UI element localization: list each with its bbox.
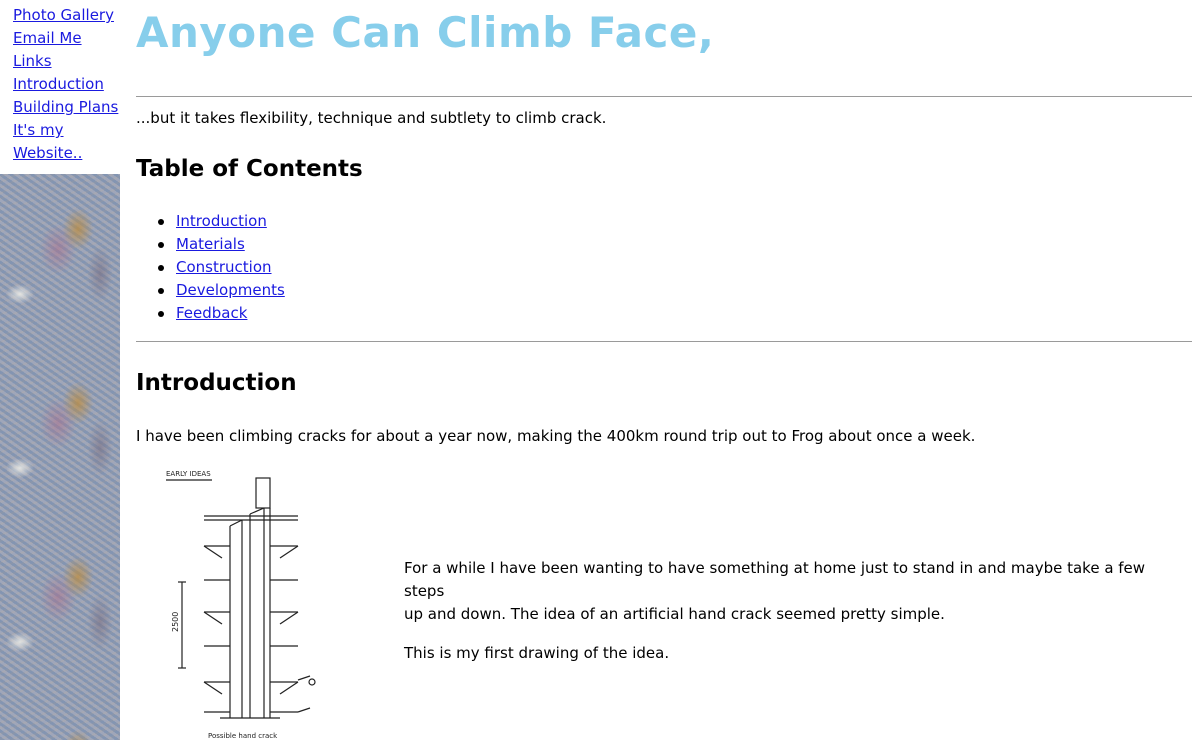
toc-item [136,279,285,302]
toc-link-introduction[interactable]: Introduction [176,212,267,230]
drawing-dimension: 2500 [171,611,180,632]
toc-link-developments[interactable]: Developments [176,281,285,299]
intro-heading: Introduction [136,370,297,396]
toc-item [136,210,285,233]
section-divider [136,341,1192,342]
crack-drawing-sketch [160,462,380,740]
nav-link-email-me[interactable]: Email Me [13,29,82,47]
nav-link-introduction[interactable]: Introduction [13,75,104,93]
nav-link-building-plans[interactable]: Building Plans [13,98,119,116]
toc-item [136,302,285,325]
intro-paragraph-2 [404,557,1184,626]
toc-item [136,233,285,256]
header-divider [136,96,1192,97]
page-title: Anyone Can Climb Face, [136,8,715,57]
toc-link-feedback[interactable]: Feedback [176,304,248,322]
drawing-caption: Possible hand crack [208,732,278,740]
toc-link-materials[interactable]: Materials [176,235,245,253]
toc-list [136,210,285,325]
nav-link-its-my[interactable]: It's my [13,121,64,139]
nav-link-website[interactable]: Website.. [13,144,83,162]
intro-paragraph-3: This is my first drawing of the idea. [404,644,670,662]
intro-p2-line2: up and down. The idea of an artificial hand crack seemed pretty simple. [404,605,945,623]
page-subtitle: ...but it takes flexibility, technique and subtlety to climb crack. [136,109,607,127]
nav-menu [0,0,120,174]
nav-link-photo-gallery[interactable]: Photo Gallery [13,6,114,24]
toc-item [136,256,285,279]
drawing-title: EARLY IDEAS [166,470,211,478]
intro-paragraph: I have been climbing cracks for about a year now, making the 400km round trip out to Frog about once a week. [136,427,976,445]
toc-link-construction[interactable]: Construction [176,258,272,276]
nav-link-links[interactable]: Links [13,52,52,70]
toc-heading: Table of Contents [136,156,363,182]
textured-sidebar [0,0,120,740]
intro-p2-line1: For a while I have been wanting to have something at home just to stand in and maybe take a few steps [404,559,1146,600]
